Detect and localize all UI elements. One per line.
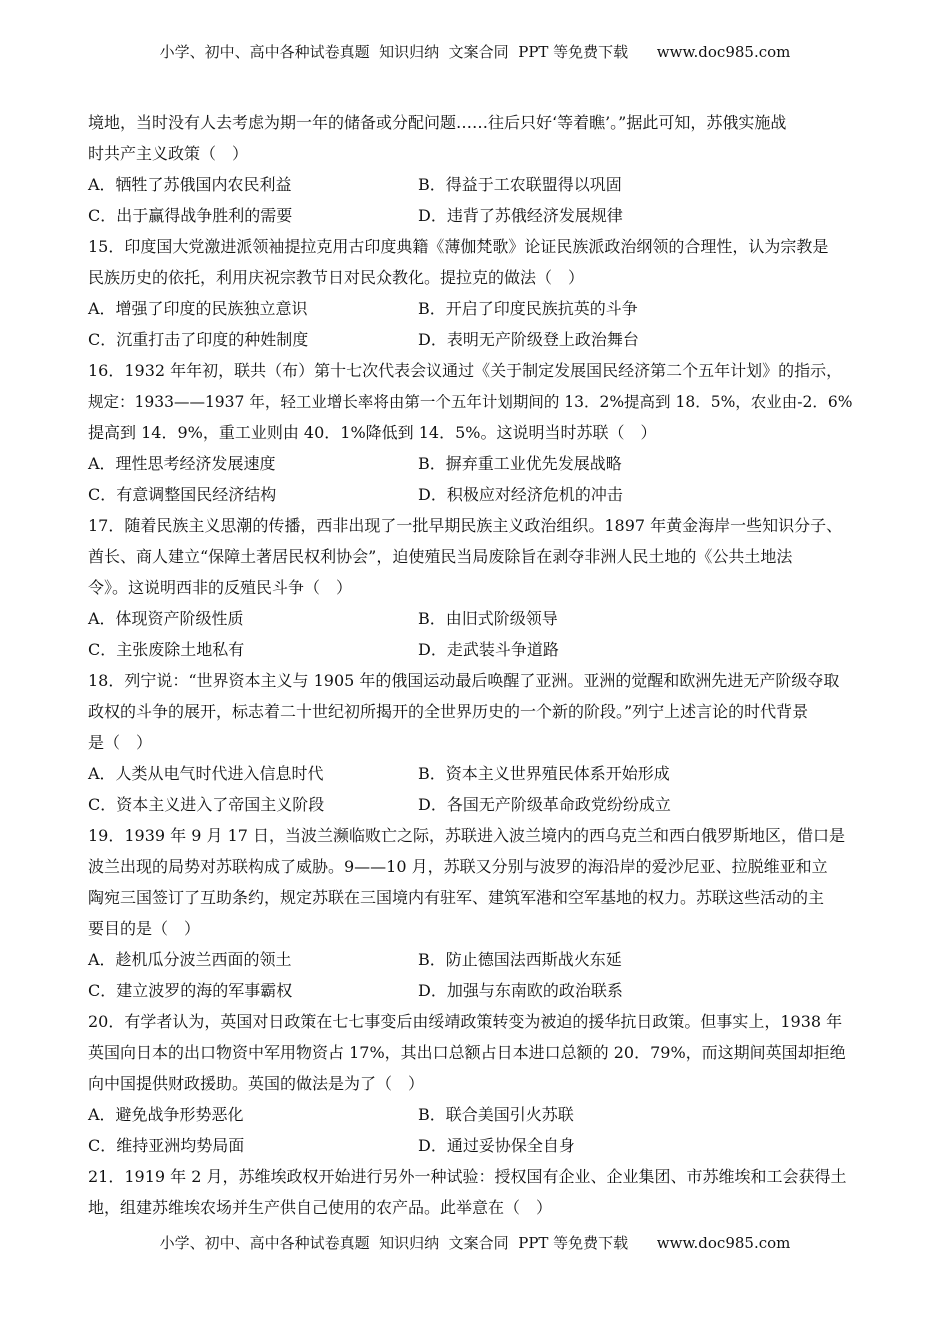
options-row — [88, 608, 868, 639]
options-row — [88, 980, 868, 1011]
question-text-line: 16．1932 年年初，联共（布）第十七次代表会议通过《关于制定发展国民经济第二个五年计划》的指示， — [88, 361, 843, 380]
option-b: B．联合美国引火苏联 — [418, 1105, 574, 1124]
question-text-line: 20．有学者认为，英国对日政策在七七事变后由绥靖政策转变为被迫的援华抗日政策。但事实上，1938 年 — [88, 1012, 843, 1031]
question-text-line: 向中国提供财政援助。英国的做法是为了（ ） — [88, 1074, 425, 1093]
options-row — [88, 453, 868, 484]
option-a: A．增强了印度的民族独立意识 — [88, 299, 308, 318]
options-row — [88, 1135, 868, 1166]
question-text-line: 令》。这说明西非的反殖民斗争（ ） — [88, 578, 353, 597]
option-c: C．主张废除土地私有 — [88, 640, 245, 659]
options-row — [88, 329, 868, 360]
options-row — [88, 1104, 868, 1135]
options-row — [88, 484, 868, 515]
options-row — [88, 794, 868, 825]
option-b: B．资本主义世界殖民体系开始形成 — [418, 764, 670, 783]
option-c: C．资本主义进入了帝国主义阶段 — [88, 795, 325, 814]
question-text-line: 21．1919 年 2 月，苏维埃政权开始进行另外一种试验：授权国有企业、企业集团、市苏维埃和工会获得土 — [88, 1167, 847, 1186]
question-19 — [88, 825, 868, 1011]
question-text-line: 15．印度国大党激进派领袖提拉克用古印度典籍《薄伽梵歌》论证民族派政治纲领的合理性，认为宗教是 — [88, 237, 829, 256]
question-text-line: 18．列宁说：“世界资本主义与 1905 年的俄国运动最后唤醒了亚洲。亚洲的觉醒和欧洲先进无产阶级夺取 — [88, 671, 840, 690]
options-row — [88, 298, 868, 329]
options-row — [88, 949, 868, 980]
options-row — [88, 639, 868, 670]
option-a: A．趁机瓜分波兰西面的领土 — [88, 950, 292, 969]
question-text-line: 17．随着民族主义思潮的传播，西非出现了一批早期民族主义政治组织。1897 年黄金海岸一些知识分子、 — [88, 516, 843, 535]
option-a: A．理性思考经济发展速度 — [88, 454, 276, 473]
option-d: D．通过妥协保全自身 — [418, 1136, 575, 1155]
option-d: D．加强与东南欧的政治联系 — [418, 981, 623, 1000]
option-a: A．体现资产阶级性质 — [88, 609, 244, 628]
question-17 — [88, 515, 868, 670]
option-b: B．开启了印度民族抗英的斗争 — [418, 299, 638, 318]
option-c: C．有意调整国民经济结构 — [88, 485, 277, 504]
option-d: D．积极应对经济危机的冲击 — [418, 485, 623, 504]
options-row — [88, 763, 868, 794]
question-text-line: 19．1939 年 9 月 17 日，当波兰濒临败亡之际，苏联进入波兰境内的西乌克兰和西白俄罗斯地区，借口是 — [88, 826, 846, 845]
options-row — [88, 205, 868, 236]
question-21 — [88, 1166, 868, 1228]
question-text-line: 要目的是（ ） — [88, 919, 201, 938]
question-text-line: 陶宛三国签订了互助条约，规定苏联在三国境内有驻军、建筑军港和空军基地的权力。苏联这些活动的主 — [88, 888, 825, 907]
option-d: D．表明无产阶级登上政治舞台 — [418, 330, 639, 349]
question-text-line: 酋长、商人建立“保障土著居民权利协会”，迫使殖民当局废除旨在剥夺非洲人民土地的《公共土地法 — [88, 547, 793, 566]
question-text-line: 境地，当时没有人去考虑为期一年的储备或分配问题……往后只好‘等着瞧’。”据此可知，苏俄实施战 — [88, 113, 787, 132]
question-16 — [88, 360, 868, 515]
question-text-line: 政权的斗争的展开，标志着二十世纪初所揭开的全世界历史的一个新的阶段。”列宁上述言论的时代背景 — [88, 702, 809, 721]
page-header: 小学、初中、高中各种试卷真题 知识归纳 文案合同 PPT 等免费下载 www.doc985.com — [159, 43, 791, 61]
option-b: B．由旧式阶级领导 — [418, 609, 558, 628]
option-a: A．牺牲了苏俄国内农民利益 — [88, 175, 292, 194]
option-c: C．沉重打击了印度的种姓制度 — [88, 330, 309, 349]
question-18 — [88, 670, 868, 825]
options-row — [88, 174, 868, 205]
option-d: D．走武装斗争道路 — [418, 640, 559, 659]
option-a: A．避免战争形势恶化 — [88, 1105, 244, 1124]
question-text-line: 地，组建苏维埃农场并生产供自己使用的农产品。此举意在（ ） — [88, 1198, 553, 1217]
option-c: C．维持亚洲均势局面 — [88, 1136, 245, 1155]
question-content — [88, 112, 868, 1228]
question-14 — [88, 112, 868, 236]
question-text-line: 提高到 14．9%，重工业则由 40．1%降低到 14．5%。这说明当时苏联（ ） — [88, 423, 657, 442]
question-text-line: 时共产主义政策（ ） — [88, 144, 249, 163]
question-text-line: 是（ ） — [88, 733, 153, 752]
question-text-line: 规定：1933——1937 年，轻工业增长率将由第一个五年计划期间的 13．2%提高到 18．5%，农业由-2．6% — [88, 393, 853, 411]
question-text-line: 波兰出现的局势对苏联构成了威胁。9——10 月，苏联又分别与波罗的海沿岸的爱沙尼亚、拉脱维亚和立 — [88, 857, 828, 876]
page-footer: 小学、初中、高中各种试卷真题 知识归纳 文案合同 PPT 等免费下载 www.doc985.com — [159, 1234, 791, 1252]
question-text-line: 英国向日本的出口物资中军用物资占 17%，其出口总额占日本进口总额的 20．79%，而这期间英国却拒绝 — [88, 1043, 846, 1062]
question-15 — [88, 236, 868, 360]
option-a: A．人类从电气时代进入信息时代 — [88, 764, 324, 783]
question-text-line: 民族历史的依托，利用庆祝宗教节日对民众教化。提拉克的做法（ ） — [88, 268, 585, 287]
option-b: B．防止德国法西斯战火东延 — [418, 950, 622, 969]
option-b: B．摒弃重工业优先发展战略 — [418, 454, 622, 473]
option-d: D．各国无产阶级革命政党纷纷成立 — [418, 795, 671, 814]
question-20 — [88, 1011, 868, 1166]
option-c: C．出于赢得战争胜利的需要 — [88, 206, 293, 225]
option-c: C．建立波罗的海的军事霸权 — [88, 981, 293, 1000]
option-b: B．得益于工农联盟得以巩固 — [418, 175, 622, 194]
option-d: D．违背了苏俄经济发展规律 — [418, 206, 623, 225]
